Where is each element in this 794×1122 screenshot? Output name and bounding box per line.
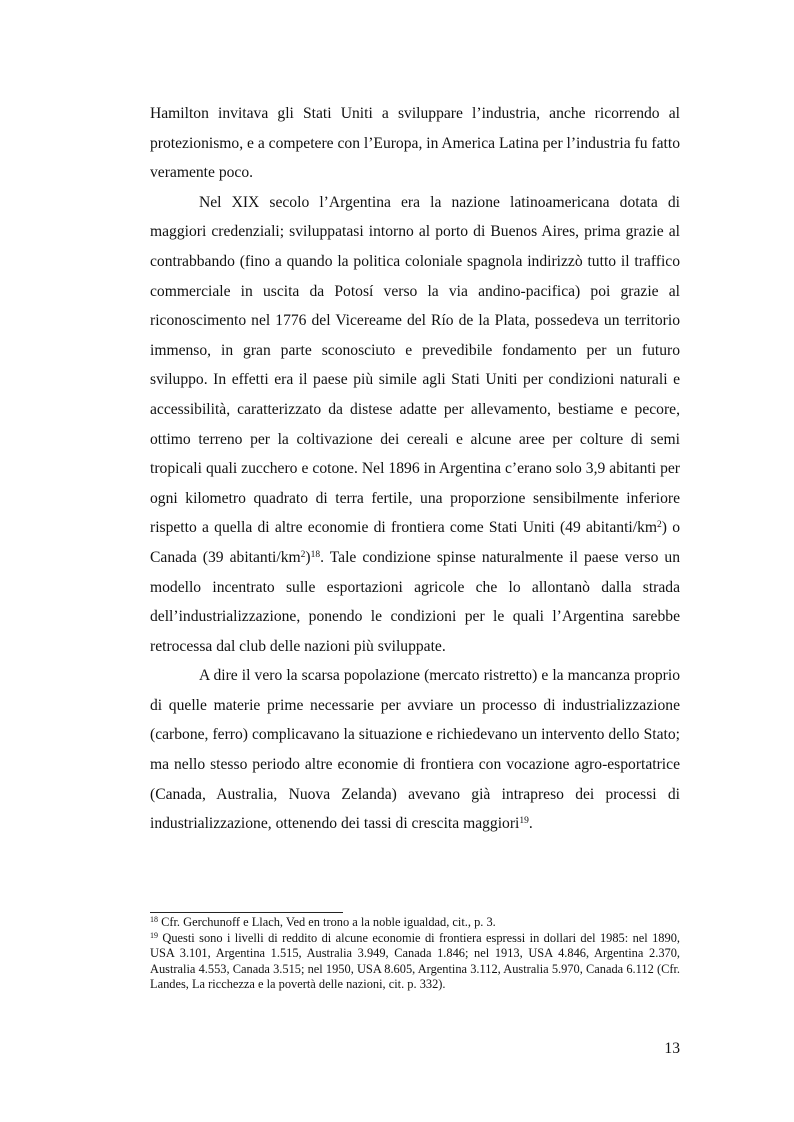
body-text (150, 99, 680, 839)
footnote-18: $^{18}$ Cfr. Gerchunoff e Llach, Ved en trono a la noble igualdad, cit., p. 3. (150, 915, 496, 929)
page-number: 13 (664, 1040, 680, 1057)
footnote-ref-18: 18 (310, 549, 321, 560)
paragraph-2: Nel XIX secolo l’Argentina era la nazione latinoamericana dotata di maggiori credenziali; sviluppatasi intorno al porto di Buenos Aires, prima grazie al contrabbando (fino a quando la politica coloniale spagnola indirizzò tutto il traffico commerciale in uscita da Potosí verso la via andino-pacifica) poi grazie al riconoscimento nel 1776 del Vicereame del Río de la Plata, possedeva un territorio immenso, in gran parte sconosciuto e prevedibile fondamento per un futuro sviluppo. In effetti era il paese più simile agli Stati Uniti per condizioni naturali e accessibilità, caratterizzato da distese adatte per allevamento, bestiame e pecore, ottimo terreno per la coltivazione dei cereali e alcune aree per colture di semi tropicali quali zucchero e cotone. Nel 1896 in Argentina c’erano solo 3,9 abitanti per ogni kilometro quadrato di terra fertile, una proporzione sensibilmente inferiore rispetto a quella di altre economie di frontiera come Stati Uniti (49 abitanti/$km^2$) o Canada (39 abitanti/$km^2)^{18}$. Tale condizione spinse naturalmente il paese verso un modello incentrato sulle esportazioni agricole che lo allontanò dalla strada dell’industrializzazione, ponendo le condizioni per le quali l’Argentina sarebbe retrocessa dal club delle nazioni più sviluppate. (150, 193, 681, 655)
superscript-squared: 2 (300, 549, 306, 560)
footnote-separator (150, 912, 343, 913)
paragraph-1: Hamilton invitava gli Stati Uniti a sviluppare l’industria, anche ricorrendo al protezionismo, e a competere con l’Europa, in America Latina per l’industria fu fatto veramente poco. (150, 105, 680, 182)
paragraph-3: A dire il vero la scarsa popolazione (mercato ristretto) e la mancanza proprio di quelle materie prime necessarie per avviare un processo di industrializzazione (carbone, ferro) complicavano la situazione e richiedevano un intervento dello Stato; ma nello stesso periodo altre economie di frontiera con vocazione agro-esportatrice (Canada, Australia, Nuova Zelanda) avevano già intrapreso dei processi di industrializzazione, ottenendo dei tassi di crescita maggiori$^{19}$. (150, 667, 680, 833)
footnote-ref-19: 19 (519, 816, 529, 827)
footnote-19: $^{19}$ Questi sono i livelli di reddito di alcune economie di frontiera espressi in dollari del 1985: nel 1890, USA 3.101, Argentina 1.515, Australia 3.949, Canada 1.846; nel 1913, USA 4.846, Argentina 2.370, Australia 4.553, Canada 3.515; nel 1950, USA 8.605, Argentina 3.112, Australia 5.970, Canada 6.112 (Cfr. Landes, La ricchezza e la povertà delle nazioni, cit. p. 332). (150, 930, 680, 992)
footnotes (150, 915, 680, 993)
superscript-squared: 2 (657, 520, 662, 531)
